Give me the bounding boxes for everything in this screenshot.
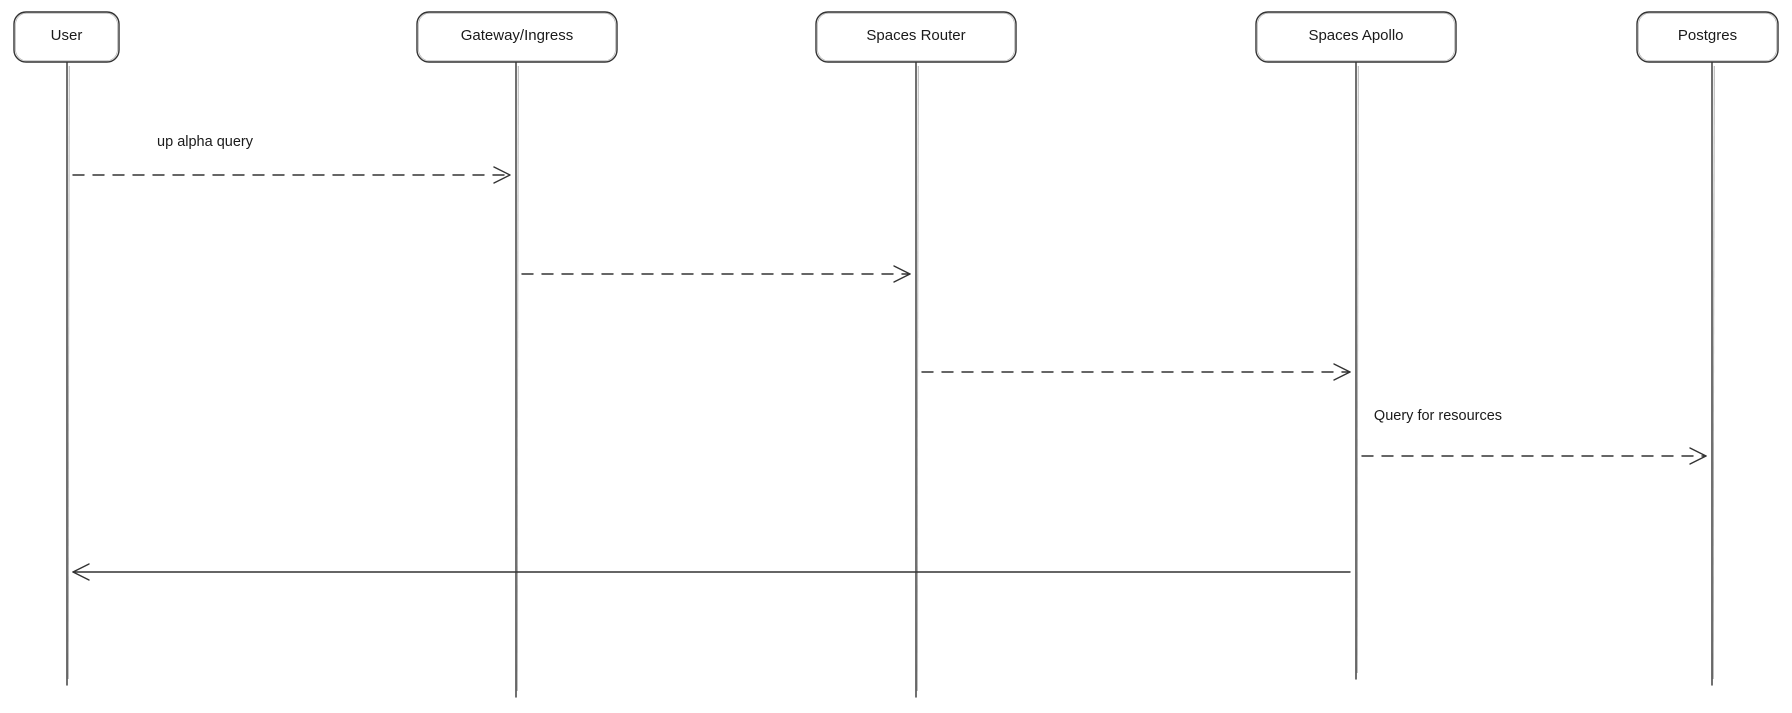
actor-label-user: User bbox=[50, 27, 83, 44]
actor-box-gateway[interactable] bbox=[417, 12, 617, 62]
actor-box-spaces-apollo[interactable] bbox=[1256, 12, 1456, 62]
lifeline-gateway-sketch bbox=[517, 66, 518, 691]
actor-label-gateway: Gateway/Ingress bbox=[460, 27, 574, 44]
messages-group bbox=[73, 167, 1706, 580]
actor-label-spaces-apollo: Spaces Apollo bbox=[1308, 27, 1404, 44]
lifelines-group bbox=[67, 62, 1714, 697]
lifeline-postgres-sketch bbox=[1713, 66, 1714, 679]
actor-label-postgres: Postgres bbox=[1677, 27, 1738, 44]
actor-box-postgres[interactable] bbox=[1637, 12, 1778, 62]
actor-box-spaces-router[interactable] bbox=[816, 12, 1016, 62]
actor-boxes-group bbox=[14, 12, 1778, 62]
actor-box-user[interactable] bbox=[14, 12, 119, 62]
lifeline-user-sketch bbox=[68, 66, 69, 679]
message-label-msg-1: up alpha query bbox=[157, 134, 253, 150]
lifeline-spaces-apollo-sketch bbox=[1357, 66, 1358, 673]
lifeline-spaces-router-sketch bbox=[917, 66, 918, 691]
message-label-msg-4: Query for resources bbox=[1373, 408, 1503, 424]
actor-label-spaces-router: Spaces Router bbox=[866, 27, 966, 44]
